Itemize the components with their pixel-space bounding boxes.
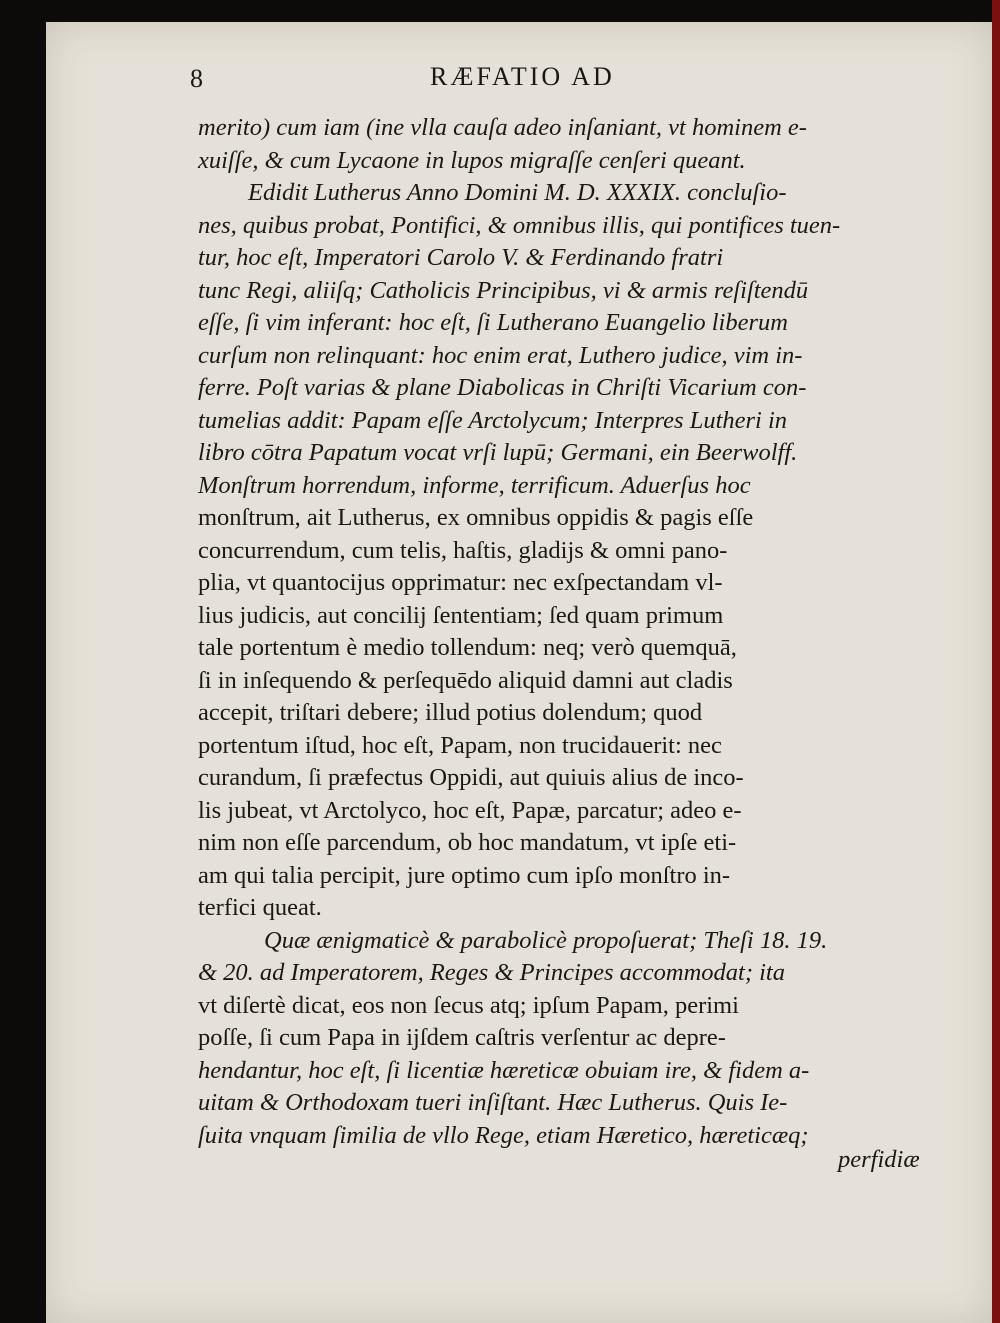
text-line: poſſe, ſi cum Papa in ijſdem caſtris verſentur ac depre-: [198, 1024, 726, 1051]
text-line: monſtrum, ait Lutherus, ex omnibus oppidis & pagis eſſe: [198, 504, 754, 531]
page-number: 8: [190, 64, 203, 93]
running-title: RÆFATIO AD: [430, 62, 615, 91]
text-line: ſuita vnquam ſimilia de vllo Rege, etiam Hæretico, hæreticæq;: [198, 1121, 809, 1149]
body-text: [198, 112, 898, 1152]
text-line: & 20. ad Imperatorem, Reges & Principes accommodat; ita: [198, 959, 785, 986]
text-line: tumelias addit: Papam eſſe Arctolycum; Interpres Lutheri in: [198, 406, 788, 434]
text-line: libro cōtra Papatum vocat vrſi lupū; Germani, ein Beerwolff.: [198, 439, 798, 466]
text-line: uitam & Orthodoxam tueri inſiſtant. Hæc Lutherus. Quis Ie-: [198, 1089, 788, 1116]
text-line: Monſtrum horrendum, informe, terrificum. Aduerſus hoc: [198, 471, 751, 499]
catchword: perfidiæ: [838, 1146, 920, 1173]
text-line: tunc Regi, aliiſq; Catholicis Principibus, vi & armis reſiſtendū: [198, 276, 809, 304]
text-line: lius judicis, aut concilij ſententiam; ſed quam primum: [198, 601, 724, 629]
page-edge: [992, 0, 1000, 1323]
text-line: xuiſſe, & cum Lycaone in lupos migraſſe cenſeri queant.: [198, 146, 746, 174]
text-line: nim non eſſe parcendum, ob hoc mandatum, vt ipſe eti-: [198, 829, 737, 856]
text-line: curſum non relinquant: hoc enim erat, Luthero judice, vim in-: [198, 341, 803, 369]
text-line: ferre. Poſt varias & plane Diabolicas in Chriſti Vicarium con-: [198, 374, 807, 401]
text-line: nes, quibus probat, Pontifici, & omnibus illis, qui pontifices tuen-: [198, 211, 841, 239]
text-line: hendantur, hoc eſt, ſi licentiæ hæreticæ obuiam ire, & fidem a-: [198, 1056, 810, 1084]
text-line: curandum, ſi præfectus Oppidi, aut quiuis alius de inco-: [198, 764, 744, 791]
page-header: [190, 62, 710, 102]
text-line: portentum iſtud, hoc eſt, Papam, non trucidauerit: nec: [198, 731, 722, 759]
text-line: plia, vt quantocijus opprimatur: nec exſpectandam vl-: [198, 569, 723, 596]
text-line: Quæ ænigmaticè & parabolicè propoſuerat; Theſi 18. 19.: [264, 926, 828, 954]
text-line: vt diſertè dicat, eos non ſecus atq; ipſum Papam, perimi: [198, 991, 739, 1019]
text-line: merito) cum iam (ine vlla cauſa adeo inſaniant, vt hominem e-: [198, 114, 807, 141]
text-line: concurrendum, cum telis, haſtis, gladijs & omni pano-: [198, 536, 728, 564]
text-line: Edidit Lutherus Anno Domini M. D. XXXIX. concluſio-: [248, 179, 787, 206]
text-line: accepit, triſtari debere; illud potius dolendum; quod: [198, 699, 703, 726]
text-line: tale portentum è medio tollendum: neq; verò quemquā,: [198, 634, 737, 661]
text-line: eſſe, ſi vim inferant: hoc eſt, ſi Lutherano Euangelio liberum: [198, 309, 788, 336]
text-line: lis jubeat, vt Arctolyco, hoc eſt, Papæ, parcatur; adeo e-: [198, 796, 742, 824]
text-line: tur, hoc eſt, Imperatori Carolo V. & Ferdinando fratri: [198, 244, 724, 271]
text-line: terfici queat.: [198, 894, 322, 921]
text-line: ſi in inſequendo & perſequēdo aliquid damni aut cladis: [198, 666, 733, 694]
text-line: am qui talia percipit, jure optimo cum ipſo monſtro in-: [198, 861, 731, 889]
